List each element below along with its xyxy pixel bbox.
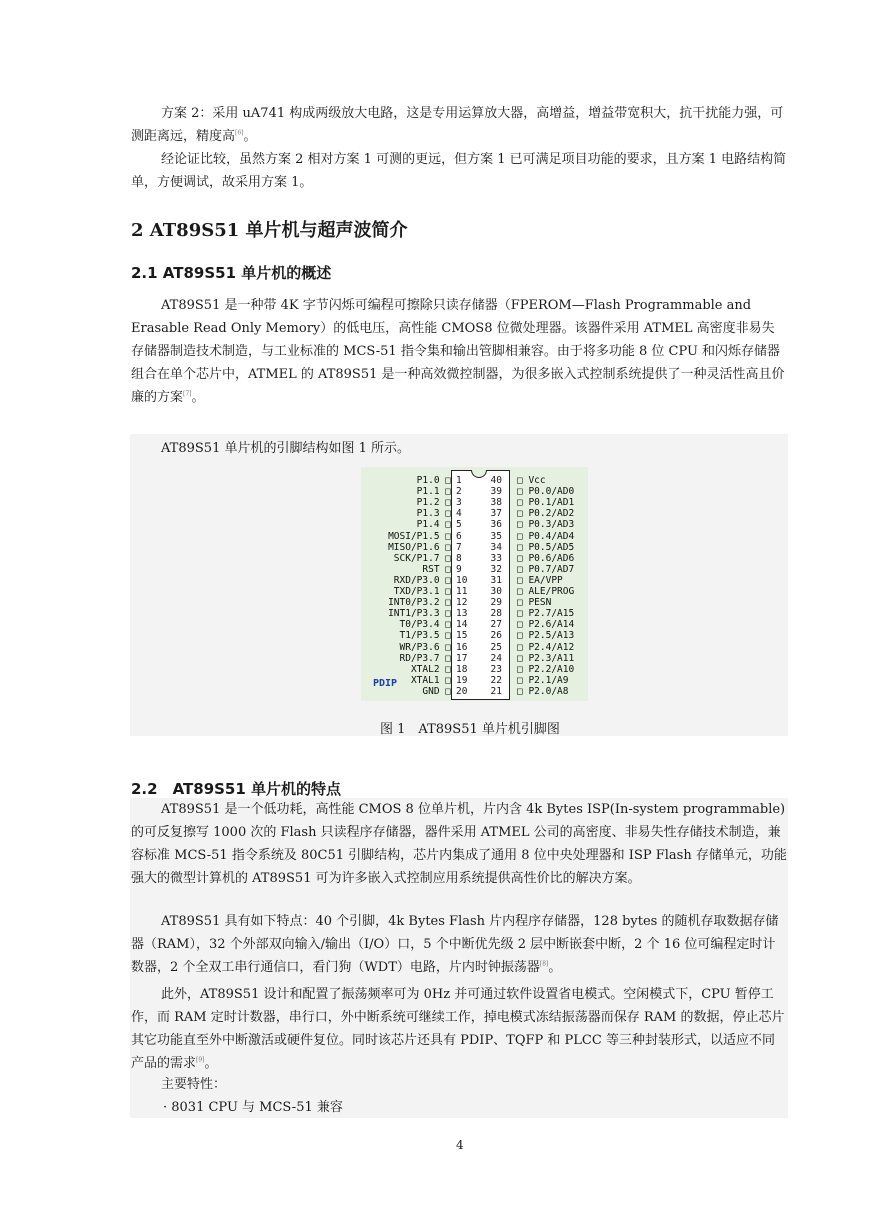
pin-label-left: MISO/P1.6 □	[388, 541, 451, 553]
pin-number-left: 4	[456, 508, 462, 520]
pin-label-right: □ P0.2/AD2	[517, 508, 575, 520]
pin-number-left: 7	[456, 541, 462, 553]
pin-number-right: 22	[490, 674, 502, 686]
pin-label-right: □ P2.2/A10	[517, 663, 575, 675]
paragraph-scheme-2: 方案 2：采用 uA741 构成两级放大电路，这是专用运算放大器，高增益，增益带宽积大，抗干扰能力强，可测距离远，精度高[6]。	[131, 106, 784, 144]
pin-label-left: GND □	[422, 685, 451, 697]
pin-number-left: 1	[456, 475, 462, 486]
pin-number-right: 35	[490, 530, 502, 542]
pin-number-left: 12	[456, 597, 468, 609]
pin-number-right: 31	[490, 574, 502, 586]
pin-number-left: 14	[456, 619, 468, 631]
pin-label-right: □ EA/VPP	[517, 574, 563, 586]
pin-label-left: P1.4 □	[416, 519, 451, 531]
bullet-item: · 8031 CPU 与 MCS-51 兼容	[163, 1100, 343, 1115]
pin-number-right: 36	[490, 519, 502, 531]
pin-number-right: 29	[490, 597, 502, 609]
pin-label-left: T0/P3.4 □	[399, 619, 451, 631]
pin-label-right: □ P0.3/AD3	[517, 519, 575, 531]
pin-label-left: XTAL2 □	[410, 663, 451, 675]
pin-number-left: 19	[456, 674, 468, 686]
pin-label-left: XTAL1 □	[410, 674, 451, 686]
pin-label-right: □ P2.5/A13	[517, 630, 575, 642]
pin-number-left: 13	[456, 608, 468, 620]
pin-label-right: □ P2.0/A8	[517, 685, 569, 697]
pin-number-left: 2	[456, 486, 462, 498]
citation: [7]	[183, 390, 192, 398]
pin-number-left: 10	[456, 574, 468, 586]
pin-label-left: P1.2 □	[416, 497, 451, 509]
pin-number-left: 8	[456, 552, 462, 564]
pin-label-right: □ P0.1/AD1	[517, 497, 575, 509]
pin-number-left: 15	[456, 630, 468, 642]
pin-number-left: 18	[456, 663, 468, 675]
paragraph-features-list: AT89S51 具有如下特点：40 个引脚，4k Bytes Flash 片内程序存储器，128 bytes 的随机存取数据存储器（RAM），32 个外部双向输入/输出（I/O）口，5 个中断优先级 2 层中断嵌套中断，2 个 16 位可编程定时计数器，2 个全双工串行通信口，看门狗（WDT）电路，片内时钟振荡器[8]。	[131, 914, 779, 975]
pinout-figure	[361, 467, 588, 701]
pin-label-right: □ P2.7/A15	[517, 608, 575, 620]
pin-label-right: □ ALE/PROG	[517, 586, 575, 597]
paragraph-comparison: 经论证比较，虽然方案 2 相对方案 1 可测的更远，但方案 1 已可满足项目功能的要求，且方案 1 电路结构简单，方便调试，故采用方案 1。	[131, 152, 787, 190]
pin-label-left: INT0/P3.2 □	[388, 597, 451, 609]
paragraph-power-modes: 此外，AT89S51 设计和配置了振荡频率可为 0Hz 并可通过软件设置省电模式。空闲模式下，CPU 暂停工作，而 RAM 定时计数器，串行口，外中断系统可继续工作，掉电模式冻结振荡器而保存 RAM 的数据，停止芯片其它功能直至外中断激活或硬件复位。同时该芯片还具有 PDIP、TQFP 和 PLCC 等三种封装形式，以适应不同产品的需求[9]。	[131, 987, 785, 1071]
pin-number-right: 24	[490, 652, 502, 664]
page-number: 4	[456, 1138, 464, 1152]
pin-number-right: 27	[490, 619, 502, 631]
paragraph-main-features: 主要特性：	[161, 1077, 227, 1092]
pin-number-right: 32	[490, 563, 502, 575]
citation: [6]	[235, 129, 244, 137]
pin-number-left: 3	[456, 497, 462, 509]
subsection-heading-2-1: 2.1 AT89S51 单片机的概述	[131, 264, 332, 282]
pin-label-right: □ P0.7/AD7	[517, 563, 575, 575]
paragraph-overview: AT89S51 是一种带 4K 字节闪烁可编程可擦除只读存储器（FPEROM—Flash Programmable and Erasable Read Only Memory）的低电压，高性能 CMOS8 位微处理器。该器件采用 ATMEL 高密度非易失存储器制造技术制造，与工业标准的 MCS-51 指令集和输出管脚相兼容。由于将多功能 8 位 CPU 和闪烁存储器组合在单个芯片中，ATMEL 的 AT89S51 是一种高效微控制器，为很多嵌入式控制系统提供了一种灵活性高且价廉的方案[7]。	[131, 298, 785, 405]
pin-number-left: 17	[456, 652, 468, 664]
pin-label-left: P1.1 □	[416, 486, 451, 498]
pin-number-right: 30	[490, 586, 502, 597]
pin-number-left: 5	[456, 519, 462, 531]
pin-label-right: □ P0.0/AD0	[517, 486, 575, 498]
pin-label-right: □ Vcc	[517, 475, 546, 486]
citation: [8]	[539, 960, 549, 968]
pin-number-left: 20	[456, 685, 468, 697]
pin-number-left: 9	[456, 563, 462, 575]
pin-label-right: □ P0.4/AD4	[517, 530, 575, 542]
pin-label-right: □ P2.6/A14	[517, 619, 575, 631]
pin-number-right: 21	[490, 685, 502, 697]
pin-number-left: 11	[456, 586, 468, 597]
pin-number-right: 38	[490, 497, 502, 509]
pin-number-right: 33	[490, 552, 502, 564]
pin-number-right: 26	[490, 630, 502, 642]
package-label: PDIP	[373, 678, 398, 689]
pin-label-left: TXD/P3.1 □	[393, 586, 451, 597]
pin-label-right: □ PESN	[517, 597, 552, 609]
pin-label-left: P1.0 □	[416, 475, 451, 486]
pin-label-left: P1.3 □	[416, 508, 451, 520]
pin-label-left: RD/P3.7 □	[399, 652, 451, 664]
figure-caption: 图 1 AT89S51 单片机引脚图	[380, 722, 560, 737]
pin-label-right: □ P2.4/A12	[517, 641, 575, 653]
pin-label-left: SCK/P1.7 □	[393, 552, 451, 564]
citation: [9]	[196, 1056, 205, 1064]
pin-label-right: □ P2.1/A9	[517, 674, 569, 686]
pin-label-left: MOSI/P1.5 □	[388, 530, 451, 542]
paragraph-figure-ref: AT89S51 单片机的引脚结构如图 1 所示。	[161, 441, 411, 456]
pin-label-left: RST □	[422, 563, 451, 575]
pin-number-right: 39	[490, 486, 502, 498]
pin-number-left: 16	[456, 641, 468, 653]
paragraph-features-intro: AT89S51 是一个低功耗，高性能 CMOS 8 位单片机，片内含 4k Bytes ISP(In-system programmable) 的可反复擦写 1000 次的 Flash 只读程序存储器，器件采用 ATMEL 公司的高密度、非易失性存储技术制造，兼容标准 MCS-51 指令系统及 80C51 引脚结构，芯片内集成了通用 8 位中央处理器和 ISP Flash 存储单元，功能强大的微型计算机的 AT89S51 可为许多嵌入式控制应用系统提供高性价比的解决方案。	[131, 802, 787, 886]
pin-number-right: 25	[490, 641, 502, 653]
pin-number-left: 6	[456, 530, 462, 542]
pin-label-left: INT1/P3.3 □	[388, 608, 451, 620]
pin-number-right: 37	[490, 508, 502, 520]
pin-number-right: 34	[490, 541, 502, 553]
section-heading: 2 AT89S51 单片机与超声波简介	[131, 220, 408, 241]
pin-number-right: 40	[490, 475, 502, 486]
pin-label-left: RXD/P3.0 □	[393, 574, 451, 586]
subsection-heading-2-2: 2.2 AT89S51 单片机的特点	[131, 780, 342, 798]
pin-number-right: 23	[490, 663, 502, 675]
pin-label-right: □ P0.6/AD6	[517, 552, 575, 564]
pin-label-right: □ P2.3/A11	[517, 652, 575, 664]
pin-label-left: WR/P3.6 □	[399, 641, 451, 653]
pin-label-left: T1/P3.5 □	[399, 630, 451, 642]
pin-label-right: □ P0.5/AD5	[517, 541, 575, 553]
pin-number-right: 28	[490, 608, 502, 620]
